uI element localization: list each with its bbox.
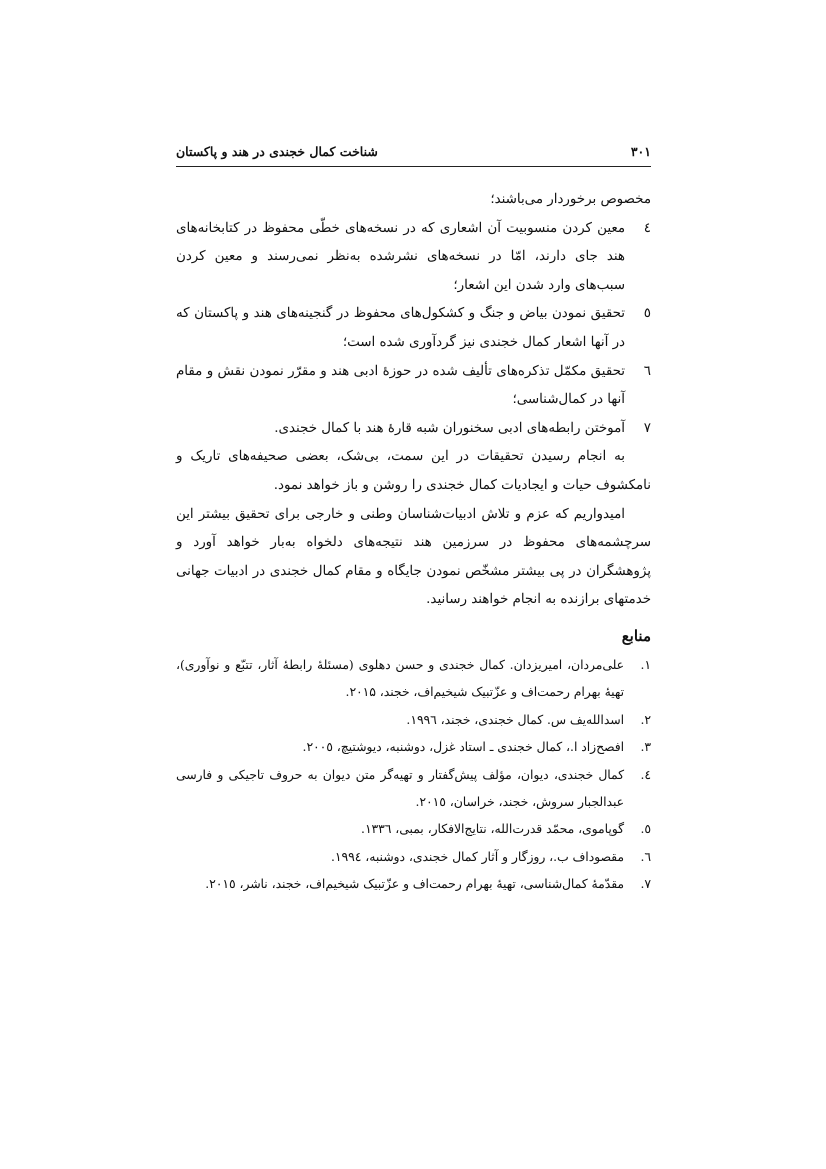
reference-number: ٢. <box>640 712 651 727</box>
list-number: ٧ <box>643 420 651 436</box>
list-number: ٥ <box>643 306 651 322</box>
page-header <box>176 144 651 164</box>
reference-item <box>176 871 651 898</box>
reference-number: ٧. <box>640 877 651 892</box>
list-item <box>176 415 651 444</box>
reference-text: مقصوداف ب.، روزگار و آثار کمال خجندی، دوشنبه، ۱۹۹٤. <box>331 849 624 864</box>
references-list <box>176 652 651 899</box>
list-number: ٤ <box>643 220 651 236</box>
reference-text: گوپاموی، محمّد قدرت‌الله، نتایج‌الافکار، بمبی، ۱۳۳٦. <box>361 822 624 837</box>
reference-number: ٣. <box>640 740 651 755</box>
reference-text: افصح‌زاد ا.، کمال خجندی ـ استاد غزل، دوشنبه، دیوشتیچ، ۲۰۰٥. <box>302 740 624 755</box>
reference-item <box>176 844 651 871</box>
list-text: آموختن رابطه‌های ادبی سخنوران شبه قارهٔ هند با کمال خجندی. <box>274 420 625 436</box>
reference-number: ٥. <box>640 822 651 837</box>
paragraph: امیدواریم که عزم و تلاش ادبیات‌شناسان وطنی و خارجی برای تحقیق بیشتر این سرچشمه‌های محفوظ در سرزمین هند نتیجه‌های دلخواه به‌بار خواهد آورد و پژوهشگران در پی بیشتر مشخّص نمودن جایگاه و مقام کمال خجندی در ادبیات جهانی خدمتهای برازنده به انجام خواهند رسانید. <box>176 506 651 608</box>
reference-item <box>176 762 651 817</box>
page-number: ۳۰۱ <box>630 144 651 159</box>
list-item <box>176 215 651 301</box>
reference-number: ١. <box>640 658 651 672</box>
list-item <box>176 358 651 415</box>
reference-number: ٦. <box>640 849 651 864</box>
references-heading: منابع <box>621 627 651 645</box>
header-rule <box>176 166 651 167</box>
reference-text: اسدالله‌یف س. کمال خجندی، خجند، ۱۹۹٦. <box>406 712 624 727</box>
reference-text: کمال خجندی، دیوان، مؤلف پیش‌گفتار و تهیه‌گر متن دیوان به حروف تاجیکی و فارسی عبدالجبار سروش، خجند، خراسان، ۲۰۱٥. <box>176 767 624 810</box>
lead-line: مخصوص برخوردار می‌باشند؛ <box>490 192 651 207</box>
list-text: تحقیق نمودن بیاض و جنگ و کشکول‌های محفوظ در گنجینه‌های هند و پاکستان که در آنها اشعار کمال خجندی نیز گردآوری شده است؛ <box>176 306 625 350</box>
reference-number: ٤. <box>640 767 651 782</box>
reference-item <box>176 734 651 761</box>
list-text: تحقیق مکمّل تذکره‌های تألیف شده در حوزهٔ ادبی هند و مقرّر نمودن نقش و مقام آنها در کمال‌شناسی؛ <box>176 363 625 408</box>
body-text <box>176 186 651 615</box>
list-text: معین کردن منسوبیت آن اشعاری که در نسخه‌های خطّی محفوظ در کتابخانه‌های هند جای دارند، امّا در نسخه‌های نشرشده به‌نظر نمی‌رسند و معین کردن سبب‌های وارد شدن این اشعار؛ <box>176 220 625 293</box>
reference-item <box>176 652 651 707</box>
reference-text: مقدّمهٔ کمال‌شناسی، تهیهٔ بهرام رحمت‌اف و عزّتبیک شیخیم‌اف، خجند، ناشر، ۲۰۱٥. <box>205 877 624 892</box>
list-number: ٦ <box>643 363 651 379</box>
paragraph: به انجام رسیدن تحقیقات در این سمت، بی‌شک، بعضی صحیفه‌های تاریک و نامکشوف حیات و ایجادیات کمال خجندی را روشن و باز خواهد نمود. <box>176 449 651 493</box>
reference-item <box>176 707 651 734</box>
running-title: شناخت کمال خجندی در هند و پاکستان <box>176 144 378 159</box>
reference-item <box>176 816 651 843</box>
list-item <box>176 300 651 357</box>
reference-text: علی‌مردان، امیریزدان. کمال خجندی و حسن دهلوی (مسئلهٔ رابطهٔ آثار، تتبّع و نوآوری)، تهیهٔ بهرام رحمت‌اف و عزّتبیک شیخیم‌اف، خجند، ۲۰۱۵. <box>176 658 624 700</box>
